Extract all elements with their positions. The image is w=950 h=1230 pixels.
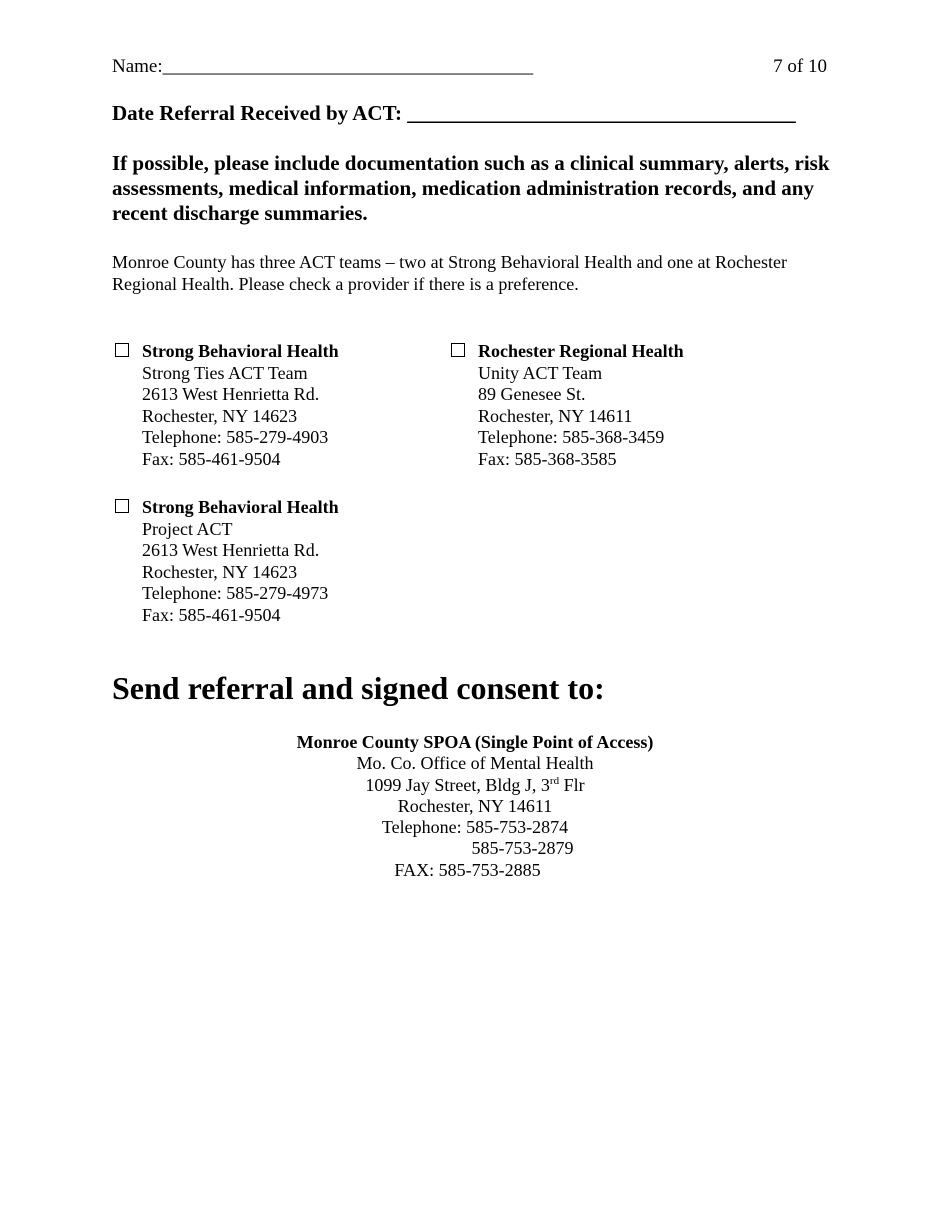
provider-option-strong-ties	[115, 341, 435, 481]
name-label: Name:	[112, 56, 163, 77]
spoa-contact-block	[0, 732, 950, 881]
provider-team: Unity ACT Team	[478, 362, 603, 383]
date-received-label: Date Referral Received by ACT:	[112, 101, 403, 125]
spoa-fax: FAX: 585-753-2885	[394, 859, 541, 880]
send-referral-heading: Send referral and signed consent to:	[112, 670, 605, 706]
provider-address: 2613 West Henrietta Rd.	[142, 540, 320, 561]
provider-address: 89 Genesee St.	[478, 384, 586, 405]
documentation-instructions: If possible, please include documentation such as a clinical summary, alerts, risk assessments, medical information, medication administration records, and any recent discharge summaries.	[112, 151, 830, 225]
provider-option-project-act	[115, 497, 435, 637]
provider-team: Strong Ties ACT Team	[142, 362, 308, 383]
provider-city: Rochester, NY 14623	[142, 561, 298, 582]
provider-phone: Telephone: 585-279-4903	[142, 427, 329, 448]
intro-paragraph: Monroe County has three ACT teams – two at Strong Behavioral Health and one at Rochester Regional Health. Please check a provider if there is a preference.	[112, 252, 788, 294]
provider-checkbox[interactable]	[115, 343, 129, 357]
provider-city: Rochester, NY 14623	[142, 405, 298, 426]
spoa-city: Rochester, NY 14611	[397, 795, 553, 816]
provider-org: Strong Behavioral Health	[142, 497, 339, 517]
provider-checkbox[interactable]	[451, 343, 465, 357]
provider-fax: Fax: 585-461-9504	[142, 448, 281, 469]
spoa-address: 1099 Jay Street, Bldg J, 3rd Flr	[365, 774, 585, 795]
spoa-phone-secondary: 585-753-2879	[471, 838, 574, 859]
name-blank[interactable]: _______________________________________	[162, 56, 534, 77]
provider-phone: Telephone: 585-368-3459	[478, 427, 665, 448]
provider-address: 2613 West Henrietta Rd.	[142, 384, 320, 405]
date-received-blank[interactable]: _____________________________________	[407, 101, 796, 125]
provider-phone: Telephone: 585-279-4973	[142, 583, 329, 604]
provider-team: Project ACT	[142, 518, 233, 539]
name-field[interactable]	[112, 56, 533, 78]
provider-fax: Fax: 585-461-9504	[142, 604, 281, 625]
date-received-field[interactable]	[112, 101, 796, 126]
provider-org: Strong Behavioral Health	[142, 341, 339, 361]
provider-city: Rochester, NY 14611	[478, 405, 633, 426]
provider-option-unity	[451, 341, 771, 481]
spoa-phone: Telephone: 585-753-2874	[381, 817, 569, 838]
provider-org: Rochester Regional Health	[478, 341, 684, 361]
page-indicator: 7 of 10	[773, 56, 827, 77]
spoa-office: Mo. Co. Office of Mental Health	[356, 753, 594, 774]
provider-checkbox[interactable]	[115, 499, 129, 513]
spoa-org: Monroe County SPOA (Single Point of Access)	[296, 732, 654, 752]
provider-fax: Fax: 585-368-3585	[478, 448, 617, 469]
